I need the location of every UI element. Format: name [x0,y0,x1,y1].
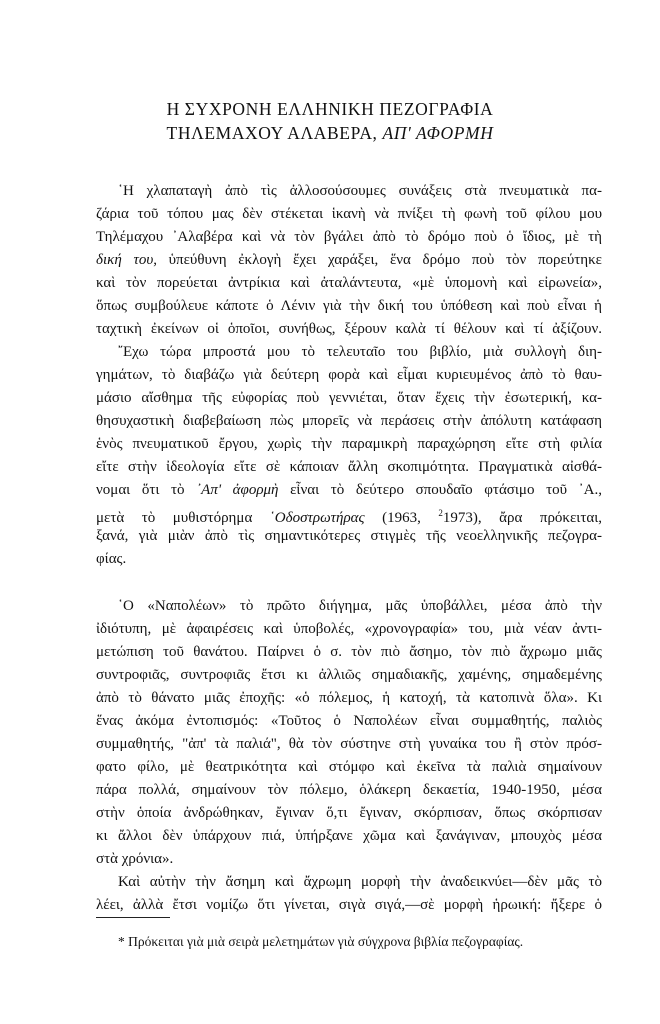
paragraph-4-line: Καὶ αὐτὴν τὴν ἄσημη καὶ ἄχρωμη μορφὴ τὴν ἀναδεικνύει—δὲν μᾶς τὸ [118,874,602,890]
paragraph-1-line: Τηλέμαχου ᾿Αλαβέρα καὶ νὰ τὸν βγάλει ἀπὸ τὸ δρόμο ποὺ ὁ ἴδιος, μὲ τὴ [96,229,602,245]
paragraph-3-line: συντροφιᾶς, συντροφιᾶς ἔτσι κι ἀλλιῶς σημαδιακῆς, χαμένης, σημαδεμένης [96,667,602,683]
paragraph-2-line: ξανά, γιὰ μιὰν ἀπὸ τὶς σημαντικότερες στιγμὲς τῆς νεοελληνικῆς πεζογρα- [96,528,602,544]
paragraph-1-line: ῾Η χλαπαταγὴ ἀπὸ τὶς ἀλλοσούσουμες συνάξεις στὰ πνευματικὰ πα- [118,183,602,199]
paragraph-1-line: ὅπως συμβούλευε κάποτε ὁ Λένιν γιὰ τὴν δική του ὑπόθεση καὶ ποὺ εἶναι ἡ [96,298,602,314]
paragraph-2-line: νομαι ὅτι τὸ ᾿Απ' ἀφορμὴ εἶναι τὸ δεύτερο σπουδαῖο φτάσιμο τοῦ ᾿Α., [96,482,602,498]
paragraph-2-line: γημάτων, τὸ διαβάζω γιὰ δεύτερη φορὰ καὶ εἶμαι κυριευμένος ἀπὸ τὸ θαυ- [96,367,602,383]
paragraph-3-line: στὴν ὁποία ἀνδρώθηκαν, ἔγιναν ὅ,τι ἔγιναν, σκόρπισαν, ὅπως σκόρπισαν [96,805,602,821]
paragraph-1-line: δική του, ὑπεύθυνη ἐκλογὴ ἔχει χαράξει, ἕνα δρόμο ποὺ τὸν πορεύτηκε [96,252,602,268]
article-title-line-1: Η ΣΥΧΡΟΝΗ ΕΛΛΗΝΙΚΗ ΠΕΖΟΓΡΑΦΙΑ [166,99,494,119]
book-title: ΑΠ' ΑΦΟΡΜΗ [382,123,494,143]
paragraph-1-line: ζάρια τοῦ τόπου μας δὲν στέκεται ἱκανὴ νὰ πνίξει τὴ φωνὴ τοῦ φίλου μου [96,206,602,222]
author-name: ΤΗΛΕΜΑΧΟΥ ΑΛΑΒΕΡΑ, [166,123,378,143]
paragraph-3-line: συμμαθητής, "ἀπ' τὰ παλιά", θὰ τὸν σύστηνε στὴ γυναίκα του ἢ στὸν πρόσ- [96,736,602,752]
paragraph-2-line: μετὰ τὸ μυθιστόρημα ῾Οδοστρωτήρας (1963, $^2$1973), ἄρα πρόκειται, [96,508,602,526]
paragraph-3-line: ἀπὸ τὸ θάνατο μιᾶς ἐποχῆς: «ὁ πόλεμος, ἡ κατοχή, τὰ κατοπινὰ ὅλα». Κι [96,690,602,706]
paragraph-4-line: λέει, ἀλλὰ ἔτσι νομίζω ὅτι γίνεται, σιγὰ σιγά,—σὲ μορφὴ ἡρωική: ἤξερε ὁ [96,897,602,913]
footnote-divider [96,917,170,918]
paragraph-3-line: ῾Ο «Ναπολέων» τὸ πρῶτο διήγημα, μᾶς ὑποβάλλει, μέσα ἀπὸ τὴν [118,598,602,614]
paragraph-2-line: θησυχαστικὴ διαβεβαίωση πὼς μπορεῖς νὰ περάσεις στὴν ἀπόλυτη κατάφαση [96,413,602,429]
paragraph-2-line: εἴτε στὴν ἰδεολογία εἴτε σὲ κάποιαν ἄλλη σκοπιμότητα. Πραγματικὰ αἰσθά- [96,459,602,475]
paragraph-3-line: φατο φίλο, μὲ θεατρικότητα καὶ στόμφο καὶ ἐκεῖνα τὰ παλιὰ σημαίνουν [96,759,602,775]
article-title-line-2 [60,122,600,144]
paragraph-1-line: ταχτικὴ ἐκείνων οἱ ὁποῖοι, συνήθως, ξέρουν καλὰ τί θέλουν καὶ τί ἀξίζουν. [96,321,602,337]
paragraph-3-line: στὰ χρόνια». [96,851,174,867]
paragraph-2-line: φίας. [96,551,127,567]
paragraph-3-line: κι ἄλλοι δὲν ὑπάρχουν πιά, ὑπήρξανε χῶμα καὶ ξανάγιναν, μπουχὸς μέσα [96,828,602,844]
footnote: * Πρόκειται γιὰ μιὰ σειρὰ μελετημάτων γιὰ σύγχρονα βιβλία πεζογραφίας. [118,934,524,949]
paragraph-3-line: ἰδιότυπη, μὲ ἀφαιρέσεις καὶ ὑποβολές, «χρονογραφία» του, μιὰ νέαν ἀντι- [96,621,602,637]
paragraph-2-line: ῎Εχω τώρα μπροστά μου τὸ τελευταῖο του βιβλίο, μιὰ συλλογὴ διη- [118,344,602,360]
paragraph-3-line: μετώπιση τοῦ θανάτου. Παίρνει ὁ σ. τὸν πιὸ ἄσημο, τὸν πιὸ ἄχρωμο μιᾶς [96,644,602,660]
paragraph-2-line: ἑνὸς πνευματικοῦ ἔργου, χωρὶς τὴν παραμικρὴ παραχώρηση εἴτε στὴ φιλία [96,436,602,452]
paragraph-3-line: πάρα πολλά, σημαίνουν τὸν πόλεμο, ὁλάκερη δεκαετία, 1940-1950, μέσα [96,782,602,798]
paragraph-2-line: μάσιο αἴσθημα τῆς εὐφορίας ποὺ γεννιέται, ὅταν ἔχεις τὴν ἐσωτερική, κα- [96,390,602,406]
paragraph-3-line: ἕνας ἀκόμα ἐντοπισμός: «Τοῦτος ὁ Ναπολέων εἶναι συμμαθητής, παλιὸς [96,713,602,729]
paragraph-1-line: καὶ τὸν πορεύεται ἀντρίκια καὶ ἀταλάντευτα, «μὲ ὑπομονὴ καὶ εἰρωνεία», [96,275,602,291]
